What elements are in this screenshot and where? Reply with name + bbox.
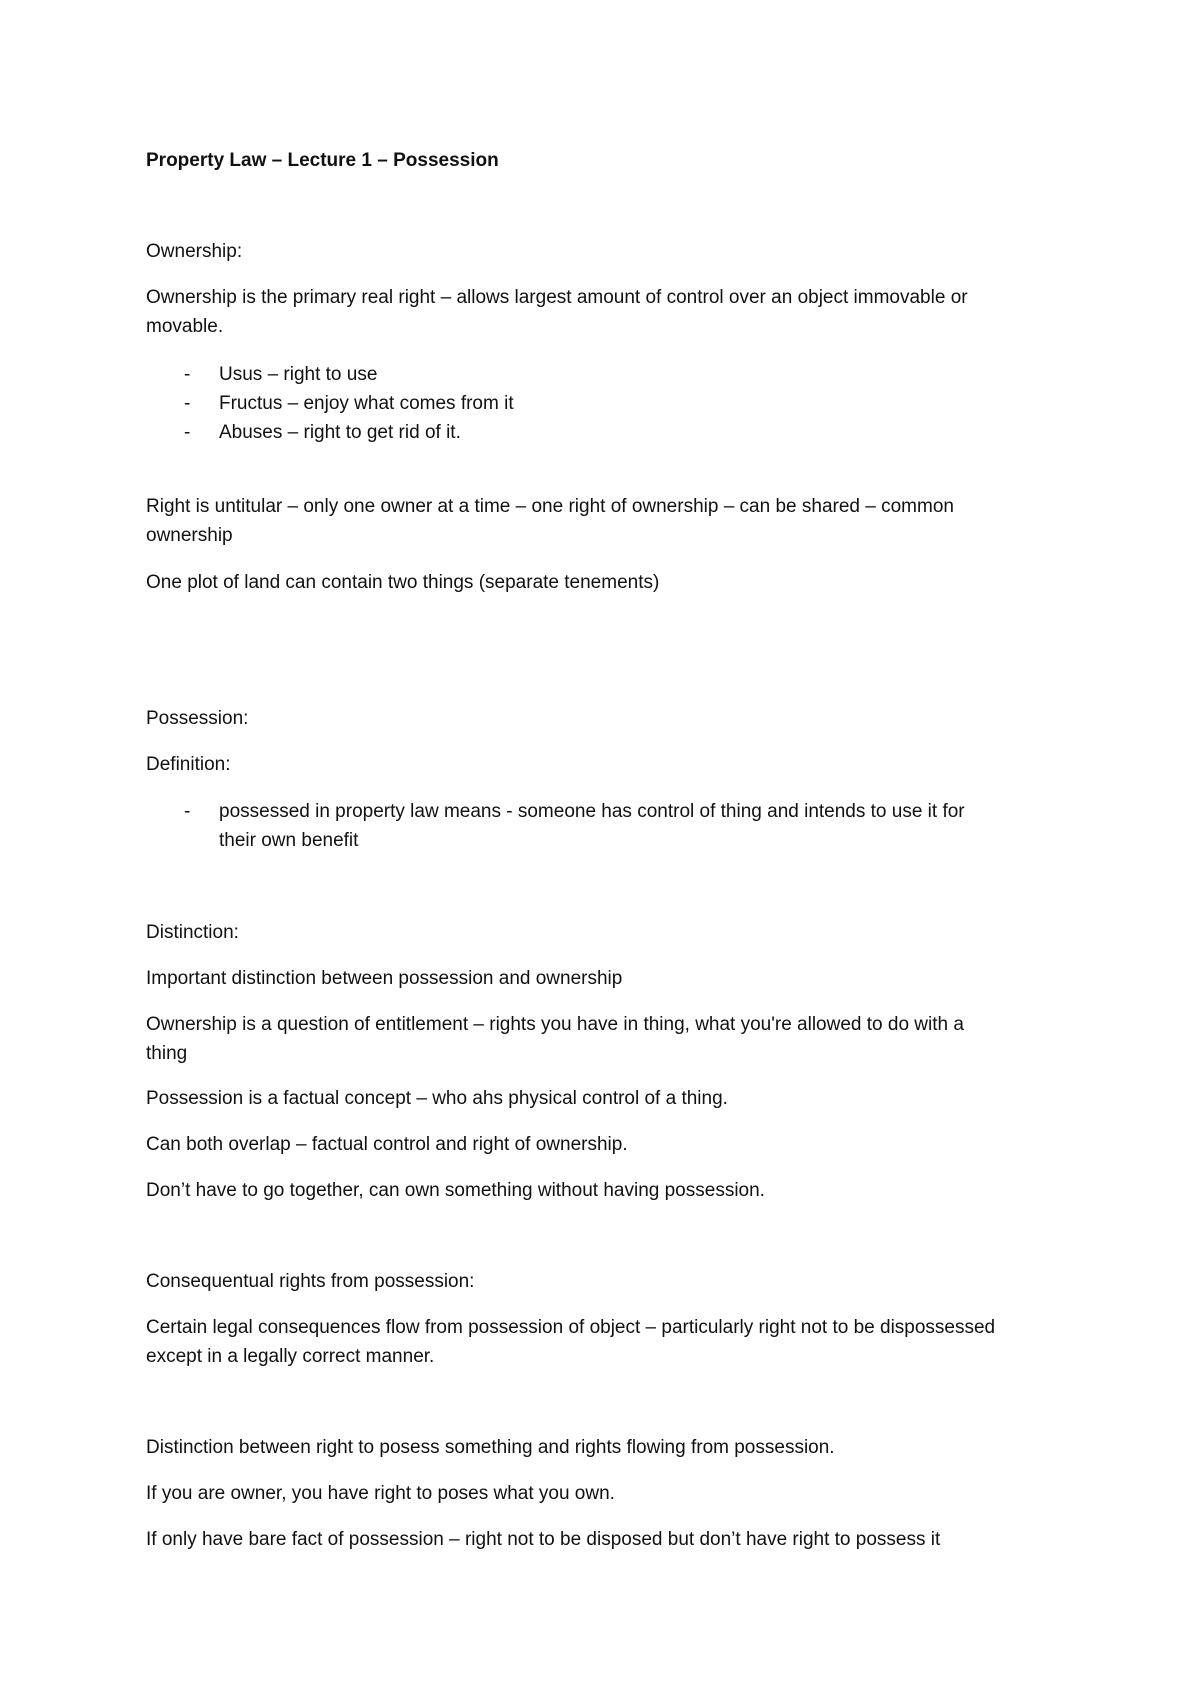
distinction-heading: Distinction: <box>146 922 239 943</box>
consequential-paragraph-1-line-2: except in a legally correct manner. <box>146 1346 435 1367</box>
ownership-intro-line-2: movable. <box>146 316 224 337</box>
document-title: Property Law – Lecture 1 – Possession <box>146 150 499 171</box>
bullet-marker: - <box>184 422 191 443</box>
untitular-line-2: ownership <box>146 525 233 546</box>
distinction-paragraph-3: Possession is a factual concept – who ahs physical control of a thing. <box>146 1088 728 1109</box>
consequential-paragraph-3: If you are owner, you have right to poses what you own. <box>146 1483 615 1504</box>
list-item: Fructus – enjoy what comes from it <box>219 393 514 414</box>
bullet-marker: - <box>184 364 191 385</box>
bullet-marker: - <box>184 801 191 822</box>
ownership-intro-line-1: Ownership is the primary real right – allows largest amount of control over an object immovable or <box>146 287 968 308</box>
consequential-heading: Consequentual rights from possession: <box>146 1271 475 1292</box>
consequential-paragraph-2: Distinction between right to posess something and rights flowing from possession. <box>146 1437 835 1458</box>
distinction-paragraph-2-line-2: thing <box>146 1043 188 1064</box>
distinction-paragraph-2-line-1: Ownership is a question of entitlement – rights you have in thing, what you're allowed to do with a <box>146 1014 964 1035</box>
consequential-paragraph-4: If only have bare fact of possession – right not to be disposed but don’t have right to possess it <box>146 1529 941 1550</box>
bullet-marker: - <box>184 393 191 414</box>
definition-line-1: possessed in property law means - someone has control of thing and intends to use it for <box>219 801 965 822</box>
list-item: Abuses – right to get rid of it. <box>219 422 461 443</box>
distinction-paragraph-1: Important distinction between possession and ownership <box>146 968 623 989</box>
distinction-paragraph-4: Can both overlap – factual control and right of ownership. <box>146 1134 628 1155</box>
distinction-paragraph-5: Don’t have to go together, can own something without having possession. <box>146 1180 765 1201</box>
plot-paragraph: One plot of land can contain two things (separate tenements) <box>146 572 660 593</box>
consequential-paragraph-1-line-1: Certain legal consequences flow from possession of object – particularly right not to be dispossessed <box>146 1317 996 1338</box>
definition-heading: Definition: <box>146 754 231 775</box>
possession-heading: Possession: <box>146 708 249 729</box>
untitular-line-1: Right is untitular – only one owner at a time – one right of ownership – can be shared – common <box>146 496 954 517</box>
ownership-heading: Ownership: <box>146 241 243 262</box>
definition-line-2: their own benefit <box>219 830 359 851</box>
list-item: Usus – right to use <box>219 364 378 385</box>
